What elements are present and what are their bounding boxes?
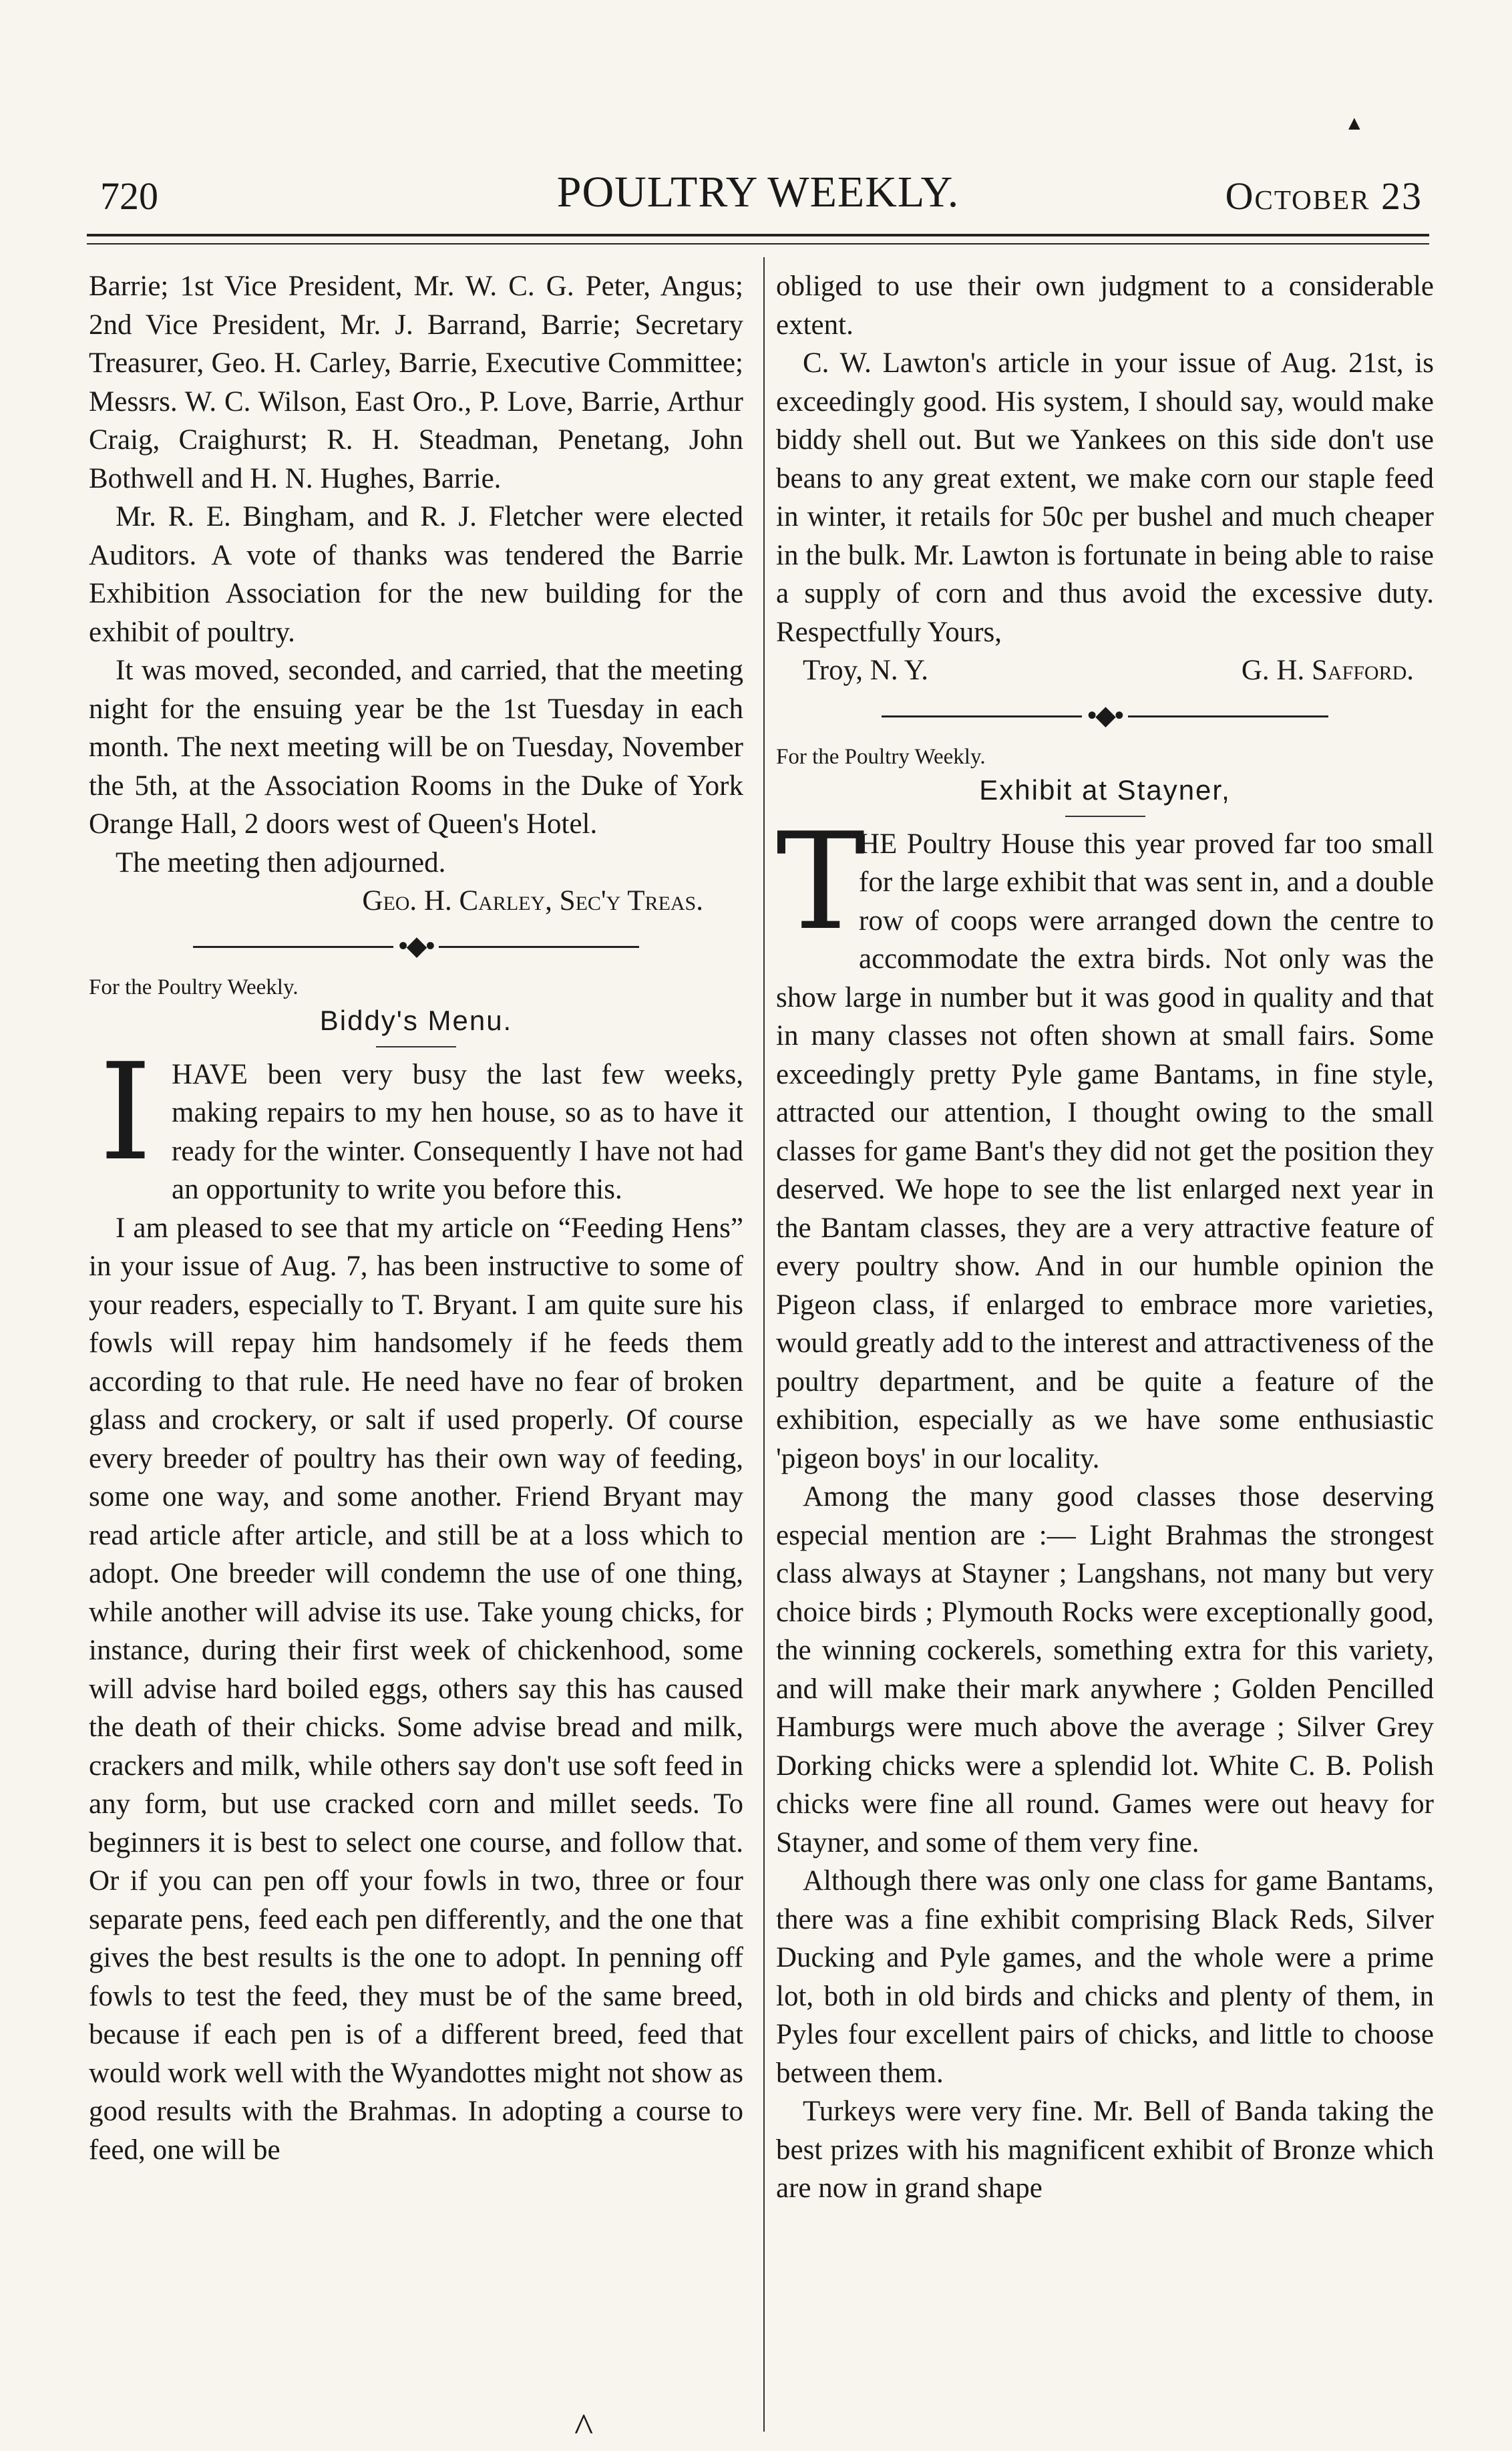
ornament-glyph: •◆• [1087, 699, 1123, 730]
page-number: 720 [100, 174, 158, 218]
article-title-exhibit-at-stayner: Exhibit at Stayner, [979, 774, 1231, 806]
drop-cap: T [776, 804, 866, 960]
stayner-para-2: Among the many good classes those deserving especial mention are :— Light Brahmas the strongest class always at Stayner ; Langshans, not many but very choice birds ; Plymouth Rocks were exceptionally good, the winning cockerels, something extra for this variety, and will make their mark anywhere ; Golden Pencilled Hamburgs were much above the average ; Silver Grey Dorking chicks were a splendid lot. White C. B. Polish chicks were fine all round. Games were out heavy for Stayner, and some of them very fine. [776, 1481, 1434, 1858]
ornament-rule [439, 946, 639, 948]
section-ornament [89, 930, 743, 961]
signature-place: Troy, N. Y. [803, 655, 928, 686]
left-column [89, 267, 743, 2169]
stayner-para-4: Turkeys were very fine. Mr. Bell of Banda taking the best prizes with his magnificent exhibit of Bronze which are now in grand shape [776, 2096, 1434, 2204]
article-credit: For the Poultry Weekly. [776, 744, 986, 769]
masthead-title: POULTRY WEEKLY. [556, 168, 960, 216]
article-body [89, 1034, 743, 2170]
section-ornament [776, 699, 1434, 730]
biddy-para-2: I am pleased to see that my article on “Feeding Hens” in your issue of Aug. 7, has been instructive to some of your readers, especially to T. Bryant. I am quite sure his fowls will repay him handsomely if he feeds them according to that rule. He need have no fear of broken glass and crockery, or salt if used properly. Of course every breeder of poultry has their own way of feeding, some one way, and some another. Friend Bryant may read article after article, and still be at a loss which to adopt. One breeder will condemn the use of one thing, while another will advise its use. Take young chicks, for instance, during their first week of chickenhood, some will advise hard boiled eggs, others say this has caused the death of their chicks. Some advise bread and milk, crackers and milk, while others say don't use soft feed in any form, but use cracked corn and millet seeds. To beginners it is best to select one course, and follow that. Or if you can pen off your fowls in two, three or four separate pens, feed each pen differently, and the one that gives the best results is the one to adopt. In penning off fowls to test the feed, they must be of the same breed, because if each pen is of a different breed, feed that would work well with the Wyandottes might not show as good results with the Brahmas. In adopting a course to feed, one will be [89, 1212, 743, 2166]
letter-signature [776, 651, 1434, 690]
drop-cap: I [99, 1034, 152, 1190]
adjourned-line: The meeting then adjourned. [116, 846, 446, 878]
lawton-paragraph: C. W. Lawton's article in your issue of Aug. 21st, is exceedingly good. His system, I should say, would make biddy shell out. But we Yankees on this side don't use beans to any great extent, we make corn our staple feed in winter, it retails for 50c per bushel and much cheaper in the bulk. Mr. Lawton is fortunate in being able to raise a supply of corn and thus avoid the excessive duty. Respectfully Yours, [776, 347, 1434, 648]
title-rule [1065, 816, 1145, 817]
article-credit: For the Poultry Weekly. [89, 975, 299, 999]
stayner-para-1: HE Poultry House this year proved far too small for the large exhibit that was sent in, and a double row of coops were arranged down the centre to accommodate the extra birds. Not only was the show large in number but it was good in quality and that in many classes not often shown at small fairs. Some exceedingly pretty Pyle game Bantams, in fine style, attracted our attention, I thought owing to the small classes for game Bant's they did not get the position they deserved. We hope to see the list enlarged next year in the Bantam classes, they are a very attractive feature of every poultry show. And in our humble opinion the Pigeon class, if enlarged to embrace more varieties, would greatly add to the interest and attractiveness of the poultry department, and be quite a feature of the exhibition, especially as we have some enthusiastic 'pigeon boys' in our locality. [776, 828, 1434, 1474]
biddy-para-1: HAVE been very busy the last few weeks, making repairs to my hen house, so as to have it ready for the winter. Consequently I have not had an opportunity to write you before this. [172, 1058, 743, 1205]
meeting-paragraph: It was moved, seconded, and carried, that the meeting night for the ensuing year be the 1st Tuesday in each month. The next meeting will be on Tuesday, November the 5th, at the Association Rooms in the Duke of York Orange Hall, 2 doors west of Queen's Hotel. [89, 655, 743, 840]
column-divider [763, 257, 765, 2432]
article-body [776, 804, 1434, 2208]
ornament-rule [1128, 715, 1328, 717]
ornament-rule [193, 946, 393, 948]
secretary-signature: Geo. H. Carley, Sec'y Treas. [362, 885, 703, 917]
ornament-glyph: •◆• [398, 930, 434, 961]
caret-mark-icon: ^ [574, 2406, 594, 2450]
right-column [776, 267, 1434, 2208]
signature-name: G. H. Safford. [1241, 655, 1414, 686]
officers-paragraph: Barrie; 1st Vice President, Mr. W. C. G. Peter, Angus; 2nd Vice President, Mr. J. Barrand, Barrie; Secretary Treasurer, Geo. H. Carley, Barrie, Executive Committee; Messrs. W. C. Wilson, East Oro., P. Love, Barrie, Arthur Craig, Craighurst; R. H. Steadman, Penetang, John Bothwell and H. N. Hughes, Barrie. [89, 271, 743, 494]
title-rule [376, 1046, 456, 1047]
article-title-biddys-menu: Biddy's Menu. [319, 1004, 513, 1036]
continued-paragraph: obliged to use their own judgment to a considerable extent. [776, 271, 1434, 341]
issue-date: October 23 [1225, 174, 1423, 218]
auditors-paragraph: Mr. R. E. Bingham, and R. J. Fletcher were elected Auditors. A vote of thanks was tendered the Barrie Exhibition Association for the new building for the exhibit of poultry. [89, 501, 743, 648]
stayner-para-3: Although there was only one class for game Bantams, there was a fine exhibit comprising Black Reds, Silver Ducking and Pyle games, and the whole were a prime lot, both in old birds and chicks and plenty of them, in Pyles four excellent pairs of chicks, and little to choose between them. [776, 1865, 1434, 2089]
page-header [87, 167, 1429, 227]
ornament-rule [882, 715, 1082, 717]
header-rule [87, 234, 1429, 244]
corner-mark-icon: ▲ [1344, 112, 1364, 134]
